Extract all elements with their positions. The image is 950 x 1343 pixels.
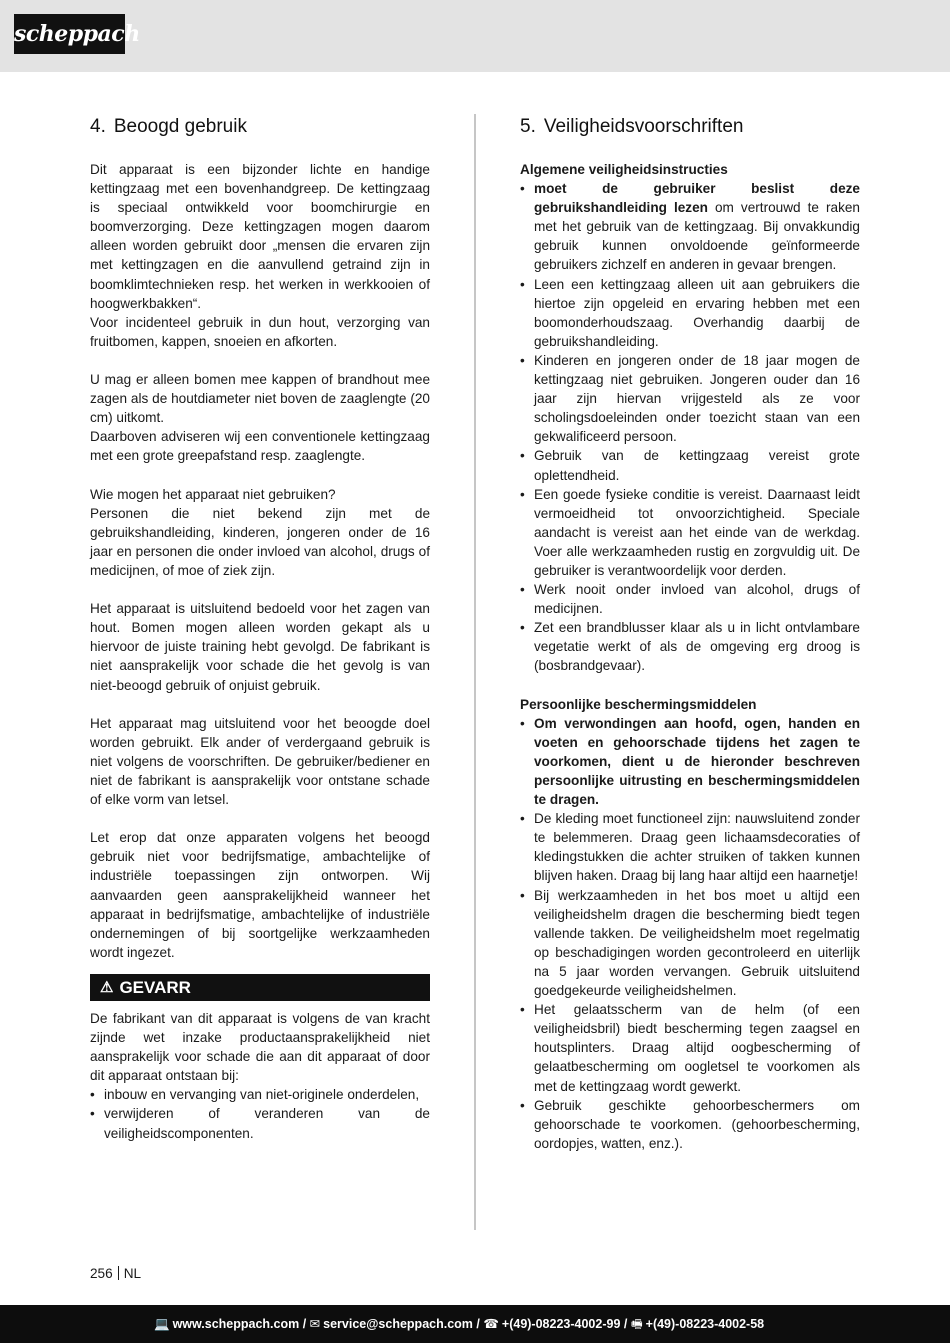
page-separator	[118, 1266, 119, 1280]
section-number: 4.	[90, 116, 106, 137]
subheading-personal-protection: Persoonlijke beschermingsmiddelen	[520, 696, 757, 712]
warning-list	[90, 1085, 430, 1142]
list-item-text: om vertrouwd te raken met het gebruik van de kettingzaag. Bij onvakkundig gebruik kunnen onvoldoende geïnformeerde gebruikers zichzelf en anderen in gevaar brengen.	[534, 200, 860, 273]
list-item	[520, 179, 860, 274]
column-divider	[474, 114, 476, 1230]
list-item: • De kleding moet functioneel zijn: nauwsluitend zonder te belemmeren. Draag geen lichaamsdecoraties of kledingstukken die achter struiken of takken kunnen blijven haken. Draag bij lang haar altijd een haarnetje!	[520, 809, 860, 885]
footer-separator: /	[620, 1317, 631, 1331]
list-item: • Bij werkzaamheden in het bos moet u altijd een veiligheidshelm dragen die bescherming biedt tegen vallende takken. De veiligheidshelm moet regelmatig op beschadigingen worden gecontroleerd en uiterlijk na 5 jaar worden vervangen. Gebruik uitsluitend goedgekeurde veiligheidshelmen.	[520, 886, 860, 1001]
section-title-text: Beoogd gebruik	[113, 116, 247, 137]
warning-triangle-icon: ⚠	[100, 978, 114, 996]
section-title-4	[90, 116, 430, 138]
warning-label: GEVARR	[119, 977, 191, 997]
footer-fax: +(49)-08223-4002-58	[645, 1317, 765, 1331]
computer-icon: 💻	[154, 1317, 170, 1331]
section-title-5	[520, 116, 860, 138]
page-number	[90, 1265, 141, 1283]
paragraph: Het apparaat is uitsluitend bedoeld voor het zagen van hout. Bomen mogen alleen worden gekapt als u hiervoor de juiste training hebt gevolgd. De fabrikant is niet aansprakelijk voor schade die het gevolg is van niet-beoogd gebruik of onjuist gebruik.	[90, 601, 430, 693]
footer-contact	[154, 1305, 764, 1343]
right-column	[520, 116, 860, 1153]
paragraph: Personen die niet bekend zijn met de gebruikshandleiding, kinderen, jongeren onder de 16 jaar en personen die onder invloed van alcohol, drugs of medicijnen, of moe of ziek zijn.	[90, 505, 430, 578]
paragraph: Let erop dat onze apparaten volgens het beoogd gebruik niet voor bedrijfsmatige, ambachtelijke of industriële toepassingen zijn ontworpen. Wij aanvaarden geen aansprakelijkheid wanneer het apparaat in bedrijfsmatige, ambachtelijke of industriële ondernemingen of bij soortgelijke werkzaamheden wordt ingezet.	[90, 830, 430, 960]
list-item: • Gebruik van de kettingzaag vereist grote oplettendheid.	[520, 446, 860, 484]
paragraph: Dit apparaat is een bijzonder lichte en handige kettingzaag met een bovenhandgreep. De kettingzaag is speciaal ontwikkeld voor boomchirurgie en boomverzorging. Deze kettingzagen mogen daarom alleen worden gebruikt door „mensen die ervaren zijn met kettingzagen en die aanvullend getraind zijn in boomklimtechnieken resp. het werken in werkkooien of hoogwerkbakken“.	[90, 162, 430, 311]
list-item: • Het gelaatsscherm van de helm (of een veiligheidsbril) biedt bescherming tegen zaagsel en houtsplinters. Draag altijd oogbescherming of gelaatbescherming om oogletsel te voorkomen als met de kettingzaag wordt gewerkt.	[520, 1000, 860, 1095]
mail-icon: ✉	[309, 1317, 321, 1331]
list-item: • Een goede fysieke conditie is vereist. Daarnaast leidt vermoeidheid tot onvoorzichtigheid. Speciale aandacht is vereist aan het einde van de werkdag. Voer alle werkzaamheden rustig en zorgvuldig uit. De gebruiker is verantwoordelijk voor derden.	[520, 485, 860, 580]
page-language: NL	[123, 1266, 142, 1281]
subheading-general-safety: Algemene veiligheidsinstructies	[520, 162, 728, 177]
warning-banner	[90, 974, 430, 1001]
personal-protection-list	[520, 714, 860, 1153]
paragraph: U mag er alleen bomen mee kappen of brandhout mee zagen als de houtdiameter niet boven de zaaglengte (20 cm) uitkomt.	[90, 372, 430, 426]
footer-website[interactable]: www.scheppach.com	[172, 1317, 300, 1331]
header-bar	[0, 0, 950, 72]
warning-text: De fabrikant van dit apparaat is volgens de van kracht zijnde wet inzake productaansprakelijkheid niet aansprakelijk voor schade die aan dit apparaat of door dit apparaat ontstaan bij:	[90, 1010, 430, 1084]
paragraph: Voor incidenteel gebruik in dun hout, verzorging van fruitbomen, kappen, snoeien en afkorten.	[90, 314, 430, 349]
list-item: • verwijderen of veranderen van de veiligheidscomponenten.	[90, 1104, 430, 1142]
list-item: • inbouw en vervanging van niet-originele onderdelen,	[90, 1085, 430, 1104]
phone-icon: ☎	[483, 1317, 499, 1331]
footer-phone: +(49)-08223-4002-99	[501, 1317, 621, 1331]
section-title-text: Veiligheidsvoorschriften	[543, 116, 744, 137]
list-item: • Zet een brandblusser klaar als u in licht ontvlambare vegetatie werkt of als de omgeving erg droog is (bosbrandgevaar).	[520, 618, 860, 675]
general-safety-list	[520, 179, 860, 675]
footer-separator: /	[299, 1317, 310, 1331]
left-column	[90, 116, 430, 1143]
list-item: • Werk nooit onder invloed van alcohol, drugs of medicijnen.	[520, 580, 860, 618]
paragraph: Het apparaat mag uitsluitend voor het beoogde doel worden gebruikt. Elk ander of verdergaand gebruik is niet volgens de voorschriften. De gebruiker/bediener en niet de fabrikant is aansprakelijk voor ontstane schade of elke vorm van letsel.	[90, 715, 430, 808]
scheppach-logo: scheppach	[14, 14, 125, 54]
list-item	[520, 714, 860, 809]
bold-text: Om verwondingen aan hoofd, ogen, handen en voeten en gehoorschade tijdens het zagen te voorkomen, dient u de hieronder beschreven persoonlijke uitrusting en beschermingsmiddelen te dragen.	[534, 715, 860, 808]
footer-email[interactable]: service@scheppach.com	[323, 1317, 473, 1331]
footer-separator: /	[472, 1317, 484, 1331]
section-number: 5.	[520, 116, 536, 137]
bold-text: moet de gebruiker beslist deze gebruikshandleiding lezen	[534, 181, 860, 216]
page-number-value: 256	[90, 1266, 113, 1281]
paragraph: Daarboven adviseren wij een conventionele kettingzaag met een grote greepafstand resp. zaaglengte.	[90, 429, 430, 464]
paragraph: Wie mogen het apparaat niet gebruiken?	[90, 486, 336, 502]
list-item: • Gebruik geschikte gehoorbeschermers om gehoorschade te voorkomen. (gehoorbescherming, oordopjes, watten, enz.).	[520, 1096, 860, 1153]
list-item: • Kinderen en jongeren onder de 18 jaar mogen de kettingzaag niet gebruiken. Jongeren ouder dan 16 jaar zijn hiervan vrijgesteld als ze voor scholingsdoeleinden onder toezicht staan van een gekwalificeerd persoon.	[520, 351, 860, 446]
footer-bar	[0, 1305, 950, 1343]
list-item: • Leen een kettingzaag alleen uit aan gebruikers die hiertoe zijn opgeleid en ervaring hebben met een boomonderhoudszaag. Overhandig daarbij de gebruikshandleiding.	[520, 275, 860, 351]
fax-icon: 🖷	[630, 1317, 643, 1331]
